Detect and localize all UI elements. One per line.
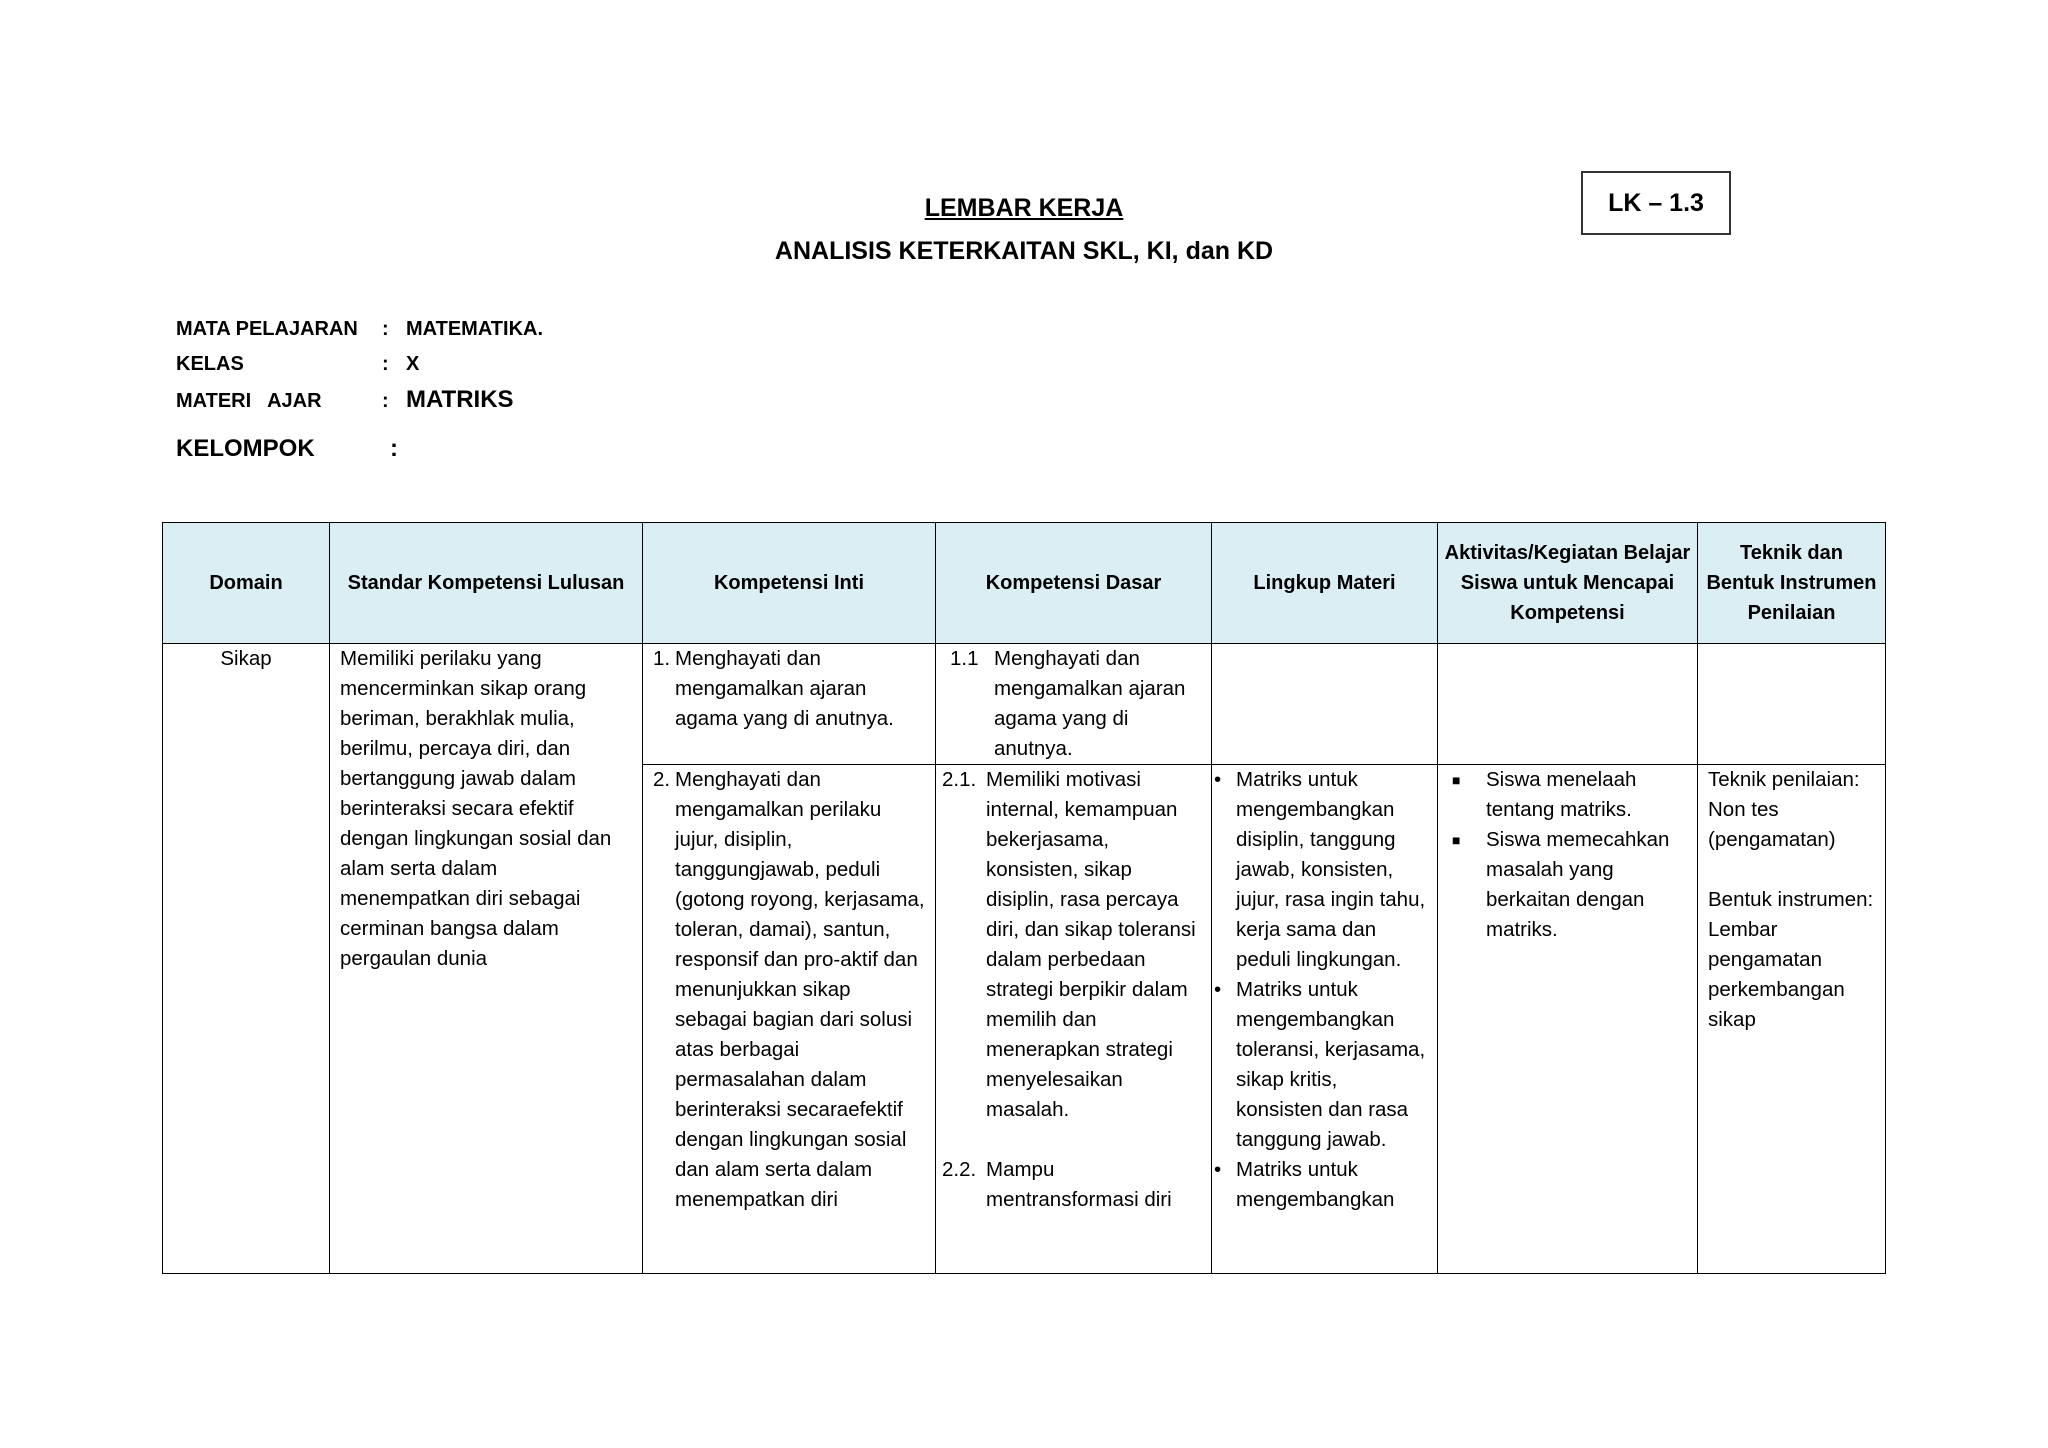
info-row-subject (176, 318, 543, 341)
competency-table (162, 522, 1886, 1274)
info-value: MATEMATIKA. (406, 318, 544, 340)
list-item: ■ Siswa memecahkan masalah yang berkaitan dengan matriks. (1452, 825, 1687, 945)
info-value: X (406, 353, 420, 375)
header-aktivitas: Aktivitas/Kegiatan Belajar Siswa untuk Mencapai Kompetensi (1438, 523, 1698, 644)
header-domain: Domain (163, 523, 330, 644)
kd22-number: 2.2. (942, 1158, 977, 1181)
table-row (163, 644, 1886, 765)
ki2-cell (643, 765, 936, 1274)
kd21-number: 2.1. (942, 768, 977, 791)
kd1-text: Menghayati dan mengamalkan ajaran agama yang di anutnya. (994, 647, 1186, 760)
teknik-value: Non tes (pengamatan) (1708, 798, 1836, 851)
header-kd: Kompetensi Dasar (936, 523, 1212, 644)
info-colon: : (390, 435, 398, 462)
kd1-cell (936, 644, 1212, 765)
kd22-text: Mampu mentransformasi diri (986, 1158, 1172, 1211)
kd1-number: 1.1 (950, 647, 979, 670)
aktivitas-cell-empty (1438, 644, 1698, 765)
teknik-label: Teknik penilaian: (1708, 768, 1860, 791)
list-item: • Matriks untuk mengembangkan disiplin, tanggung jawab, konsisten, jujur, rasa ingin tahu, kerja sama dan peduli lingkungan. (1214, 765, 1427, 975)
page-subtitle: ANALISIS KETERKAITAN SKL, KI, dan KD (774, 237, 1274, 265)
list-item: • Matriks untuk mengembangkan toleransi, kerjasama, sikap kritis, konsisten dan rasa tanggung jawab. (1214, 975, 1427, 1155)
list-item: ■ Siswa menelaah tentang matriks. (1452, 765, 1687, 825)
info-row-class (176, 353, 419, 376)
info-label: MATA PELAJARAN (176, 318, 358, 340)
info-label: MATERI AJAR (176, 390, 322, 412)
list-item: • Matriks untuk mengembangkan (1214, 1155, 1427, 1215)
worksheet-code-box: LK – 1.3 (1581, 171, 1731, 235)
aktivitas-item-text: Siswa memecahkan masalah yang berkaitan dengan matriks. (1486, 828, 1670, 941)
header-skl: Standar Kompetensi Lulusan (330, 523, 643, 644)
teknik-cell-empty (1698, 644, 1886, 765)
teknik-cell (1698, 765, 1886, 1274)
aktivitas-item-text: Siswa menelaah tentang matriks. (1486, 768, 1637, 821)
aktivitas-cell (1438, 765, 1698, 1274)
materi-item-text: Matriks untuk mengembangkan toleransi, kerjasama, sikap kritis, konsisten dan rasa tanggung jawab. (1236, 978, 1426, 1151)
kd2-cell (936, 765, 1212, 1274)
info-label: KELOMPOK (176, 435, 315, 462)
materi-item-text: Matriks untuk mengembangkan (1236, 1158, 1395, 1211)
ki2-number: 2. (653, 768, 671, 791)
ki1-cell (643, 644, 936, 765)
header-ki: Kompetensi Inti (643, 523, 936, 644)
info-row-material (176, 386, 514, 414)
info-label: KELAS (176, 353, 244, 375)
ki1-number: 1. (653, 647, 671, 670)
page-title: LEMBAR KERJA (924, 194, 1124, 222)
skl-cell: Memiliki perilaku yang mencerminkan sikap orang beriman, berakhlak mulia, berilmu, percaya diri, dan bertanggung jawab dalam berinteraksi secara efektif dengan lingkungan sosial dan alam serta dalam menempatkan diri sebagai cerminan bangsa dalam pergaulan dunia (330, 644, 643, 1274)
materi-cell-empty (1212, 644, 1438, 765)
info-colon: : (382, 318, 389, 340)
info-colon: : (382, 353, 389, 375)
info-row-group (176, 435, 414, 463)
materi-item-text: Matriks untuk mengembangkan disiplin, tanggung jawab, konsisten, jujur, rasa ingin tahu, kerja sama dan peduli lingkungan. (1236, 768, 1426, 971)
ki2-text: Menghayati dan mengamalkan perilaku jujur, disiplin, tanggungjawab, peduli (gotong royong, kerjasama, toleran, damai), santun, responsif dan pro-aktif dan menunjukkan sikap sebagai bagian dari solusi atas berbagai permasalahan dalam berinteraksi secaraefektif dengan lingkungan sosial dan alam serta dalam menempatkan diri (675, 768, 925, 1211)
table-header-row (163, 523, 1886, 644)
domain-cell: Sikap (163, 644, 330, 1274)
info-value: MATRIKS (406, 386, 514, 413)
header-materi: Lingkup Materi (1212, 523, 1438, 644)
bentuk-label: Bentuk instrumen: (1708, 888, 1874, 911)
materi-cell (1212, 765, 1438, 1274)
info-colon: : (382, 390, 389, 412)
header-teknik: Teknik dan Bentuk Instrumen Penilaian (1698, 523, 1886, 644)
ki1-text: Menghayati dan mengamalkan ajaran agama yang di anutnya. (675, 647, 894, 730)
kd21-text: Memiliki motivasi internal, kemampuan bekerjasama, konsisten, sikap disiplin, rasa percaya diri, dan sikap toleransi dalam perbedaan strategi berpikir dalam memilih dan menerapkan strategi menyelesaikan masalah. (986, 768, 1196, 1121)
bentuk-value: Lembar pengamatan perkembangan sikap (1708, 918, 1845, 1031)
